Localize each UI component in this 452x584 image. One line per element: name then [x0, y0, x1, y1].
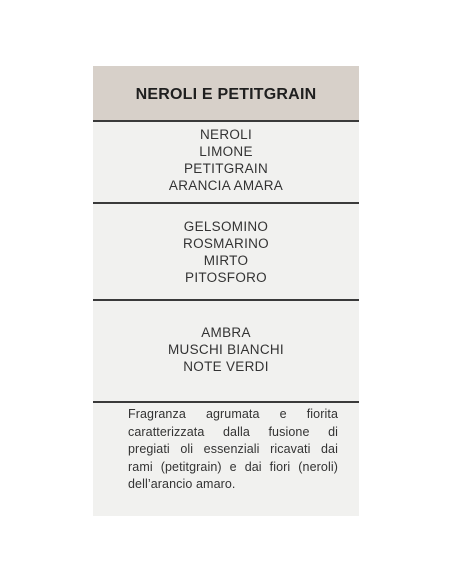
heart-notes — [93, 218, 359, 286]
divider — [93, 401, 359, 403]
top-notes — [93, 126, 359, 194]
note-item: GELSOMINO — [183, 219, 269, 234]
fragrance-card — [93, 66, 359, 516]
note-item: PITOSFORO — [185, 270, 267, 285]
divider — [93, 120, 359, 122]
note-item: MIRTO — [203, 253, 249, 268]
fragrance-description: Fragranza agrumata e fiorita caratterizzata dalla fusione di pregiati oli essenziali ricavati dai rami (petitgrain) e dai fiori (neroli) dell’arancio amaro. — [128, 407, 338, 491]
note-item: NEROLI — [199, 127, 253, 142]
note-item: LIMONE — [199, 144, 253, 159]
card-header — [93, 66, 359, 120]
note-item: NOTE VERDI — [183, 359, 269, 374]
divider — [93, 299, 359, 301]
base-notes — [93, 324, 359, 375]
note-item: ARANCIA AMARA — [168, 178, 284, 193]
fragrance-title: NEROLI E PETITGRAIN — [135, 86, 317, 103]
divider — [93, 202, 359, 204]
note-item: MUSCHI BIANCHI — [168, 342, 284, 357]
note-item: AMBRA — [201, 325, 251, 340]
note-item: ROSMARINO — [183, 236, 269, 251]
note-item: PETITGRAIN — [183, 161, 268, 176]
